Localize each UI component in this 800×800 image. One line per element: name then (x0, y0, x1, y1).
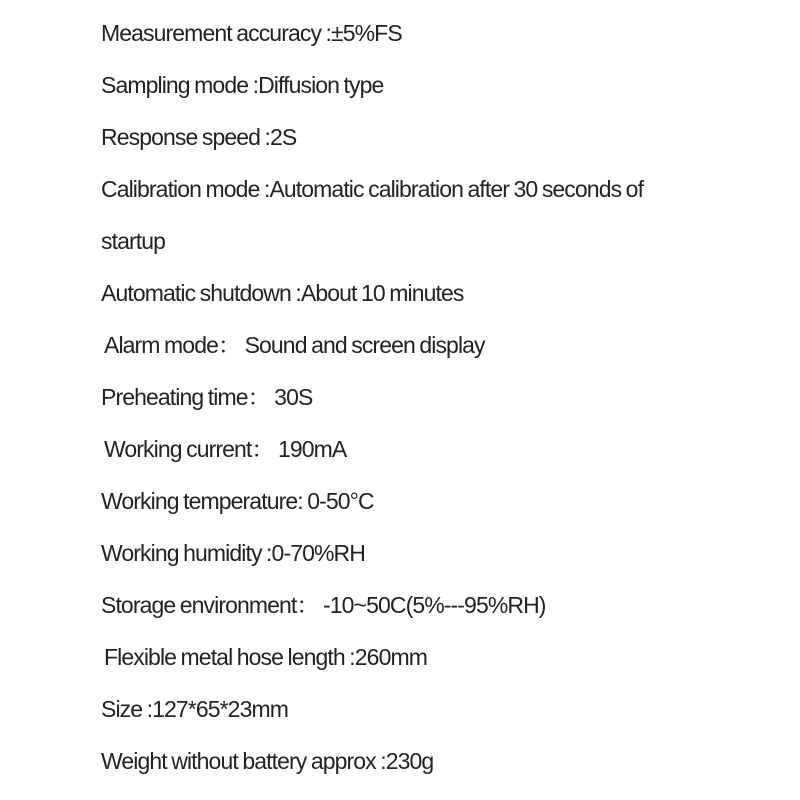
spec-alarm-mode: Alarm mode： Sound and screen display (104, 332, 485, 358)
spec-working-temperature: Working temperature: 0-50°C (101, 488, 374, 514)
spec-working-current: Working current： 190mA (104, 436, 347, 462)
spec-response-speed: Response speed :2S (101, 124, 297, 150)
spec-automatic-shutdown: Automatic shutdown :About 10 minutes (101, 280, 464, 306)
spec-size: Size :127*65*23mm (101, 696, 288, 722)
spec-storage-environment: Storage environment： -10~50C(5%---95%RH) (101, 592, 546, 618)
spec-measurement-accuracy: Measurement accuracy :±5%FS (101, 20, 402, 46)
spec-weight: Weight without battery approx :230g (101, 748, 434, 774)
spec-preheating-time: Preheating time： 30S (101, 384, 313, 410)
spec-sampling-mode: Sampling mode :Diffusion type (101, 72, 384, 98)
spec-hose-length: Flexible metal hose length :260mm (104, 644, 427, 670)
spec-working-humidity: Working humidity :0-70%RH (101, 540, 365, 566)
spec-calibration-mode-continued: startup (101, 228, 166, 254)
spec-calibration-mode: Calibration mode :Automatic calibration after 30 seconds of (101, 176, 644, 202)
